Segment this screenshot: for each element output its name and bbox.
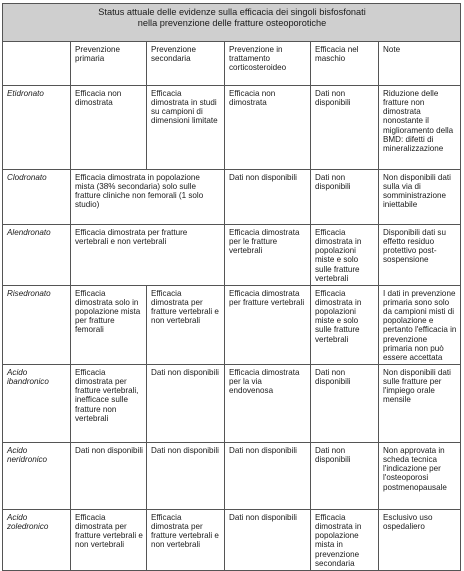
cell-zoledronico-secondaria: Efficacia dimostrata per fratture vertebrali e non vertebrali xyxy=(147,509,225,570)
cell-alendronato-cortico: Efficacia dimostrata per le fratture vertebrali xyxy=(225,225,311,286)
table-row-acido-zoledronico xyxy=(3,509,461,570)
row-label-acido-ibandronico: Acido ibandronico xyxy=(3,364,71,442)
table-row-acido-ibandronico xyxy=(3,364,461,442)
cell-ibandronico-primaria: Efficacia dimostrata per fratture vertebrali, inefficace sulle fratture non vertebrali xyxy=(71,364,147,442)
cell-zoledronico-note: Esclusivo uso ospedaliero xyxy=(379,509,461,570)
table-title xyxy=(3,4,461,42)
cell-ibandronico-maschio: Dati non disponibili xyxy=(311,364,379,442)
cell-clodronato-cortico: Dati non disponibili xyxy=(225,170,311,225)
cell-zoledronico-maschio: Efficacia dimostrata in popolazione mista in prevenzione secondaria xyxy=(311,509,379,570)
table-row-etidronato xyxy=(3,86,461,170)
cell-risedronato-cortico: Efficacia dimostrata per fratture vertebrali xyxy=(225,285,311,364)
row-label-etidronato: Etidronato xyxy=(3,86,71,170)
cell-risedronato-secondaria: Efficacia dimostrata per fratture vertebrali e non vertebrali xyxy=(147,285,225,364)
header-corner xyxy=(3,42,71,86)
cell-alendronato-maschio: Efficacia dimostrata in popolazioni miste e solo sulle fratture vertebrali xyxy=(311,225,379,286)
cell-clodronato-primaria-secondaria: Efficacia dimostrata in popolazione mista (38% secondaria) solo sulle fratture cliniche non femorali (1 solo studio) xyxy=(71,170,225,225)
header-efficacia-maschio: Efficacia nel maschio xyxy=(311,42,379,86)
cell-clodronato-maschio: Dati non disponibili xyxy=(311,170,379,225)
cell-etidronato-note: Riduzione delle fratture non dimostrata nonostante il miglioramento della BMD: difetti di mineralizzazione xyxy=(379,86,461,170)
cell-etidronato-maschio: Dati non disponibili xyxy=(311,86,379,170)
table-row-acido-neridronico xyxy=(3,442,461,509)
cell-risedronato-primaria: Efficacia dimostrata solo in popolazione mista per fratture femorali xyxy=(71,285,147,364)
header-row xyxy=(3,42,461,86)
cell-etidronato-cortico: Efficacia non dimostrata xyxy=(225,86,311,170)
cell-ibandronico-note: Non disponibili dati sulle fratture per l'impiego orale mensile xyxy=(379,364,461,442)
cell-neridronico-note: Non approvata in scheda tecnica l'indicazione per l'osteoporosi postmenopausale xyxy=(379,442,461,509)
cell-zoledronico-cortico: Dati non disponibili xyxy=(225,509,311,570)
bisphosphonate-evidence-table xyxy=(2,3,461,571)
title-row xyxy=(3,4,461,42)
header-prevenzione-primaria: Prevenzione primaria xyxy=(71,42,147,86)
table-title-line-1: Status attuale delle evidenze sulla efficacia dei singoli bisfosfonati xyxy=(98,7,366,17)
cell-neridronico-maschio: Dati non disponibili xyxy=(311,442,379,509)
row-label-acido-neridronico: Acido neridronico xyxy=(3,442,71,509)
cell-alendronato-note: Disponibili dati su effetto residuo protettivo post-sospensione xyxy=(379,225,461,286)
table-title-line-2: nella prevenzione delle fratture osteoporotiche xyxy=(137,17,327,28)
row-label-alendronato: Alendronato xyxy=(3,225,71,286)
cell-clodronato-note: Non disponibili dati sulla via di somministrazione iniettabile xyxy=(379,170,461,225)
table-row-alendronato xyxy=(3,225,461,286)
table-row-clodronato xyxy=(3,170,461,225)
cell-neridronico-primaria: Dati non disponibili xyxy=(71,442,147,509)
header-note: Note xyxy=(379,42,461,86)
cell-risedronato-note: I dati in prevenzione primaria sono solo da campioni misti di popolazione e pertanto l'efficacia in prevenzione primaria non può essere accettata xyxy=(379,285,461,364)
cell-alendronato-primaria-secondaria: Efficacia dimostrata per fratture vertebrali e non vertebrali xyxy=(71,225,225,286)
cell-neridronico-secondaria: Dati non disponibili xyxy=(147,442,225,509)
cell-zoledronico-primaria: Efficacia dimostrata per fratture vertebrali e non vertebrali xyxy=(71,509,147,570)
cell-risedronato-maschio: Efficacia dimostrata in popolazioni miste e solo sulle fratture vertebrali xyxy=(311,285,379,364)
header-prevenzione-secondaria: Prevenzione secondaria xyxy=(147,42,225,86)
row-label-risedronato: Risedronato xyxy=(3,285,71,364)
cell-ibandronico-cortico: Efficacia dimostrata per la via endovenosa xyxy=(225,364,311,442)
cell-ibandronico-secondaria: Dati non disponibili xyxy=(147,364,225,442)
cell-neridronico-cortico: Dati non disponibili xyxy=(225,442,311,509)
table-row-risedronato xyxy=(3,285,461,364)
row-label-clodronato: Clodronato xyxy=(3,170,71,225)
cell-etidronato-secondaria: Efficacia dimostrata in studi su campioni di dimensioni limitate xyxy=(147,86,225,170)
header-trattamento-corticosteroideo: Prevenzione in trattamento corticosteroideo xyxy=(225,42,311,86)
row-label-acido-zoledronico: Acido zoledronico xyxy=(3,509,71,570)
cell-etidronato-primaria: Efficacia non dimostrata xyxy=(71,86,147,170)
